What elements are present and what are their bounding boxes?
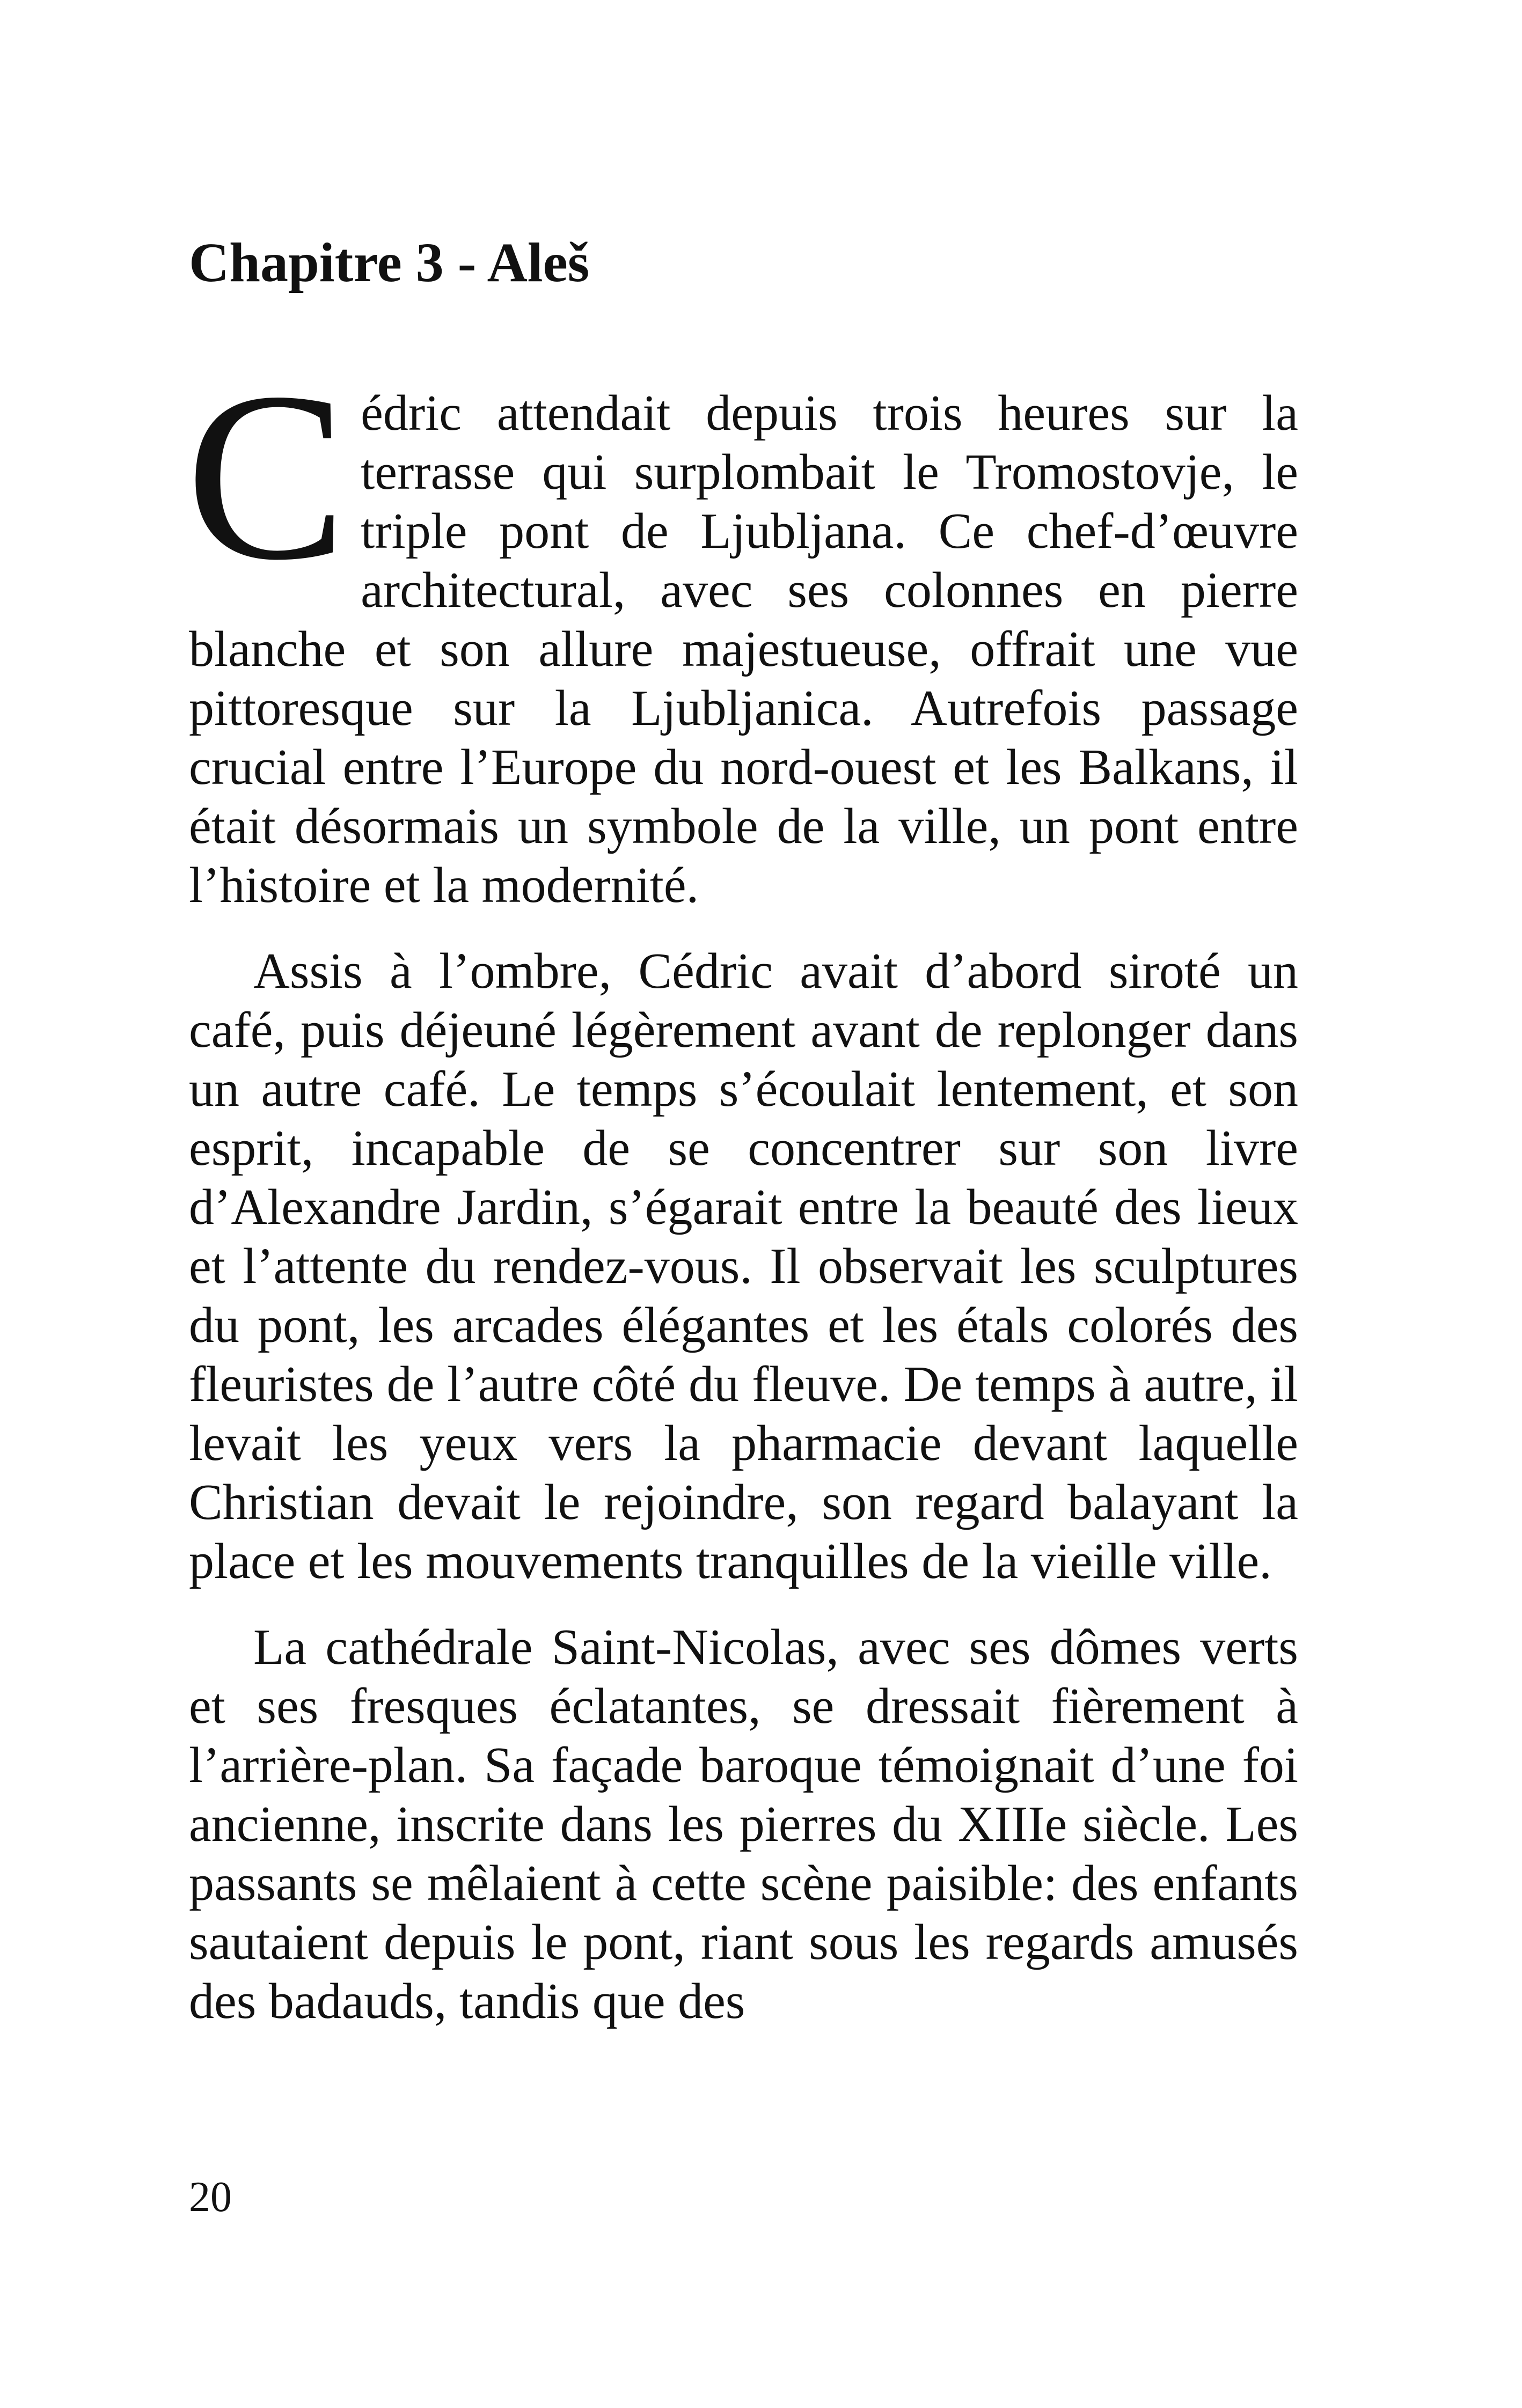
drop-cap: C (186, 343, 347, 610)
paragraph-2: Assis à l’ombre, Cédric avait d’abord siroté un café, puis déjeuné légèrement avant de replonger dans un autre café. Le temps s’écoulait lentement, et son esprit, incapable de se concentrer sur son livre d’Alexandre Jardin, s’égarait entre la beauté des lieux et l’attente du rendez-vous. Il observait les sculptures du pont, les arcades élégantes et les étals colorés des fleuristes de l’autre côté du fleuve. De temps à autre, il levait les yeux vers la pharmacie devant laquelle Christian devait le rejoindre, son regard balayant la place et les mouvements tranquilles de la vieille ville. (189, 943, 1298, 1589)
paragraph-1 (186, 343, 1298, 915)
body-text (186, 343, 1298, 2031)
page-number: 20 (189, 2174, 232, 2221)
paragraph-3: La cathédrale Saint-Nicolas, avec ses dômes verts et ses fresques éclatantes, se dressait fièrement à l’arrière-plan. Sa façade baroque témoignait d’une foi ancienne, inscrite dans les pierres du XIIIe siècle. Les passants se mêlaient à cette scène paisible: des enfants sautaient depuis le pont, riant sous les regards amusés des badauds, tandis que des (189, 1619, 1298, 2029)
paragraph-1-text: édric attendait depuis trois heures sur la terrasse qui surplombait le Tromostovje, le triple pont de Ljubljana. Ce chef-d’œuvre architectural, avec ses colonnes en pierre blanche et son allure majestueuse, offrait une vue pittoresque sur la Ljubljanica. Autrefois passage crucial entre l’Europe du nord-ouest et les Balkans, il était désormais un symbole de la ville, un pont entre l’histoire et la modernité. (189, 385, 1298, 913)
chapter-title: Chapitre 3 - Aleš (189, 232, 590, 293)
